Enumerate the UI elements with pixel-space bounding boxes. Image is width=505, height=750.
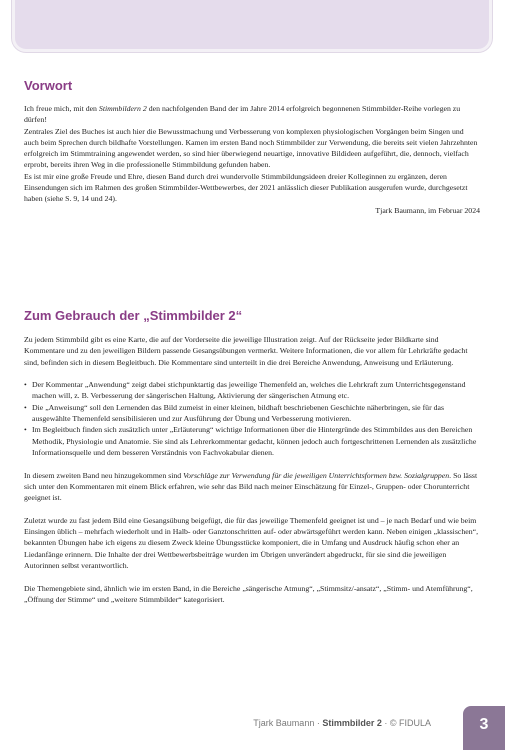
vorwort-paragraph-2: Zentrales Ziel des Buches ist auch hier die Bewusstmachung und Verbesserung von komplexen physiologischen Vorgängen beim Singen und auch beim Sprechen durch bildhafte Vorstellungen. Kamen im ersten Band noch Stimmbilder zur Verwendung, die bereits seit vielen Jahrzehnten erfolgreich im Stimmtraining angewendet werden, so sind hier überwiegend neuartige, innovative Bildideen aufgeführt, die, dennoch, vielfach erprobt, bereits ihren Weg in die professionelle Stimmbildung gefunden haben. <box>24 126 478 170</box>
vorwort-heading: Vorwort <box>24 78 73 93</box>
list-item: • Die „Anweisung“ soll den Lernenden das Bild zumeist in einer kleinen, bildhaft beschriebenen Geschichte näherbringen, sie für das ausgewählte Themenfeld sensibilisieren und zur Ausführung der Übung und Verbesserung motivieren. <box>24 402 480 425</box>
page-number: 3 <box>479 716 489 733</box>
vorwort-signature: Tjark Baumann, im Februar 2024 <box>375 205 480 215</box>
list-item: • Im Begleitbuch finden sich zusätzlich unter „Erläuterung“ wichtige Informationen über die Hintergründe des Stimmbildes aus den Bereichen Methodik, Physiologie und Anatomie. Sie sind als Lehrerkommentar gedacht, können jedoch auch fortgeschrittenen Lernenden als zusätzliche Informationsquelle und dem besseren Verständnis von Fachvokabular dienen. <box>24 424 480 458</box>
header-banner <box>12 0 492 52</box>
gebrauch-body <box>24 334 480 605</box>
vorwort-paragraph-3: Es ist mir eine große Freude und Ehre, diesen Band durch drei wundervolle Stimmbildungsideen dreier Kolleginnen zu ergänzen, deren Einsendungen sich im Rahmen des großen Stimmbilder-Wettbewerbes, der 2021 anlässlich dieser Publikation ausgerufen wurde, durchgesetzt haben (siehe S. 9, 14 und 24). <box>24 171 468 204</box>
gebrauch-intro: Zu jedem Stimmbild gibt es eine Karte, die auf der Vorderseite die jeweilige Illustration zeigt. Auf der Rückseite jeder Bildkarte sind Kommentare und zu den jeweiligen Bildern passende Gesangsübungen vermerkt. Weitere Informationen, die vor allem für Lehrkräfte gedacht sind, befinden sich in diesem Begleitbuch. Die Kommentare sind unterteilt in die drei Bereiche Anwendung, Anweisung und Erläuterung. <box>24 335 468 367</box>
list-item: • Der Kommentar „Anwendung“ zeigt dabei stichpunktartig das jeweilige Themenfeld an, welches die Lehrkraft zum Unterrichtsgegenstand machen will, z. B. Verbesserung der sängerischen Haltung, Aktivierung der sängerischen Atmung etc. <box>24 379 480 402</box>
comment-areas-list <box>24 379 480 458</box>
gebrauch-heading: Zum Gebrauch der „Stimmbilder 2“ <box>24 308 243 323</box>
gebrauch-themen-paragraph: Die Themengebiete sind, ähnlich wie im ersten Band, in die Bereiche „sängerische Atmung“, „Stimmsitz/-ansatz“, „Stimm- und Atemführung“, „Öffnung der Stimme“ und „weitere Stimmbilder“ kategorisiert. <box>24 583 473 604</box>
vorwort-paragraph-1: Ich freue mich, mit den Stimmbildern 2 den nachfolgenden Band der im Jahre 2014 erfolgreich begonnenen Stimmbilder-Reihe vorlegen zu dürfen! <box>24 104 461 125</box>
gebrauch-vorschlaege-paragraph: In diesem zweiten Band neu hinzugekommen sind Vorschläge zur Verwendung für die jeweiligen Unterrichtsformen bzw. Sozialgruppen. So lässt sich unter den Kommentaren mit einem Blick erfahren, wie sehr das Bild nach meiner Einschätzung für Einzel-, Gruppen- oder Chorunterricht geeignet ist. <box>24 470 478 503</box>
vorwort-body <box>24 103 480 216</box>
page-number-tab <box>463 706 505 750</box>
footer-credit: Tjark Baumann · Stimmbilder 2 · © FIDULA <box>253 718 431 728</box>
gebrauch-zuletzt-paragraph: Zuletzt wurde zu fast jedem Bild eine Gesangsübung beigefügt, die für das jeweilige Themenfeld geeignet ist und – je nach Bedarf und wie beim Einsingen üblich – mehrfach wiederholt und in Halb- oder Ganztonschritten auf- oder abwärtsgeführt werden kann. Neben einigen „klassischen“, bekannten Übungen habe ich eigens zu diesem Zweck kleine Übungsstücke komponiert, die in Umfang und Ausdruck häufig schon eher an Liedanfänge erinnern. Die Inhalte der drei Wettbewerbsbeiträge wurden im Übrigen unverändert abgedruckt, für sie sind die jeweiligen Autorinnen selbst verantwortlich. <box>24 515 479 570</box>
